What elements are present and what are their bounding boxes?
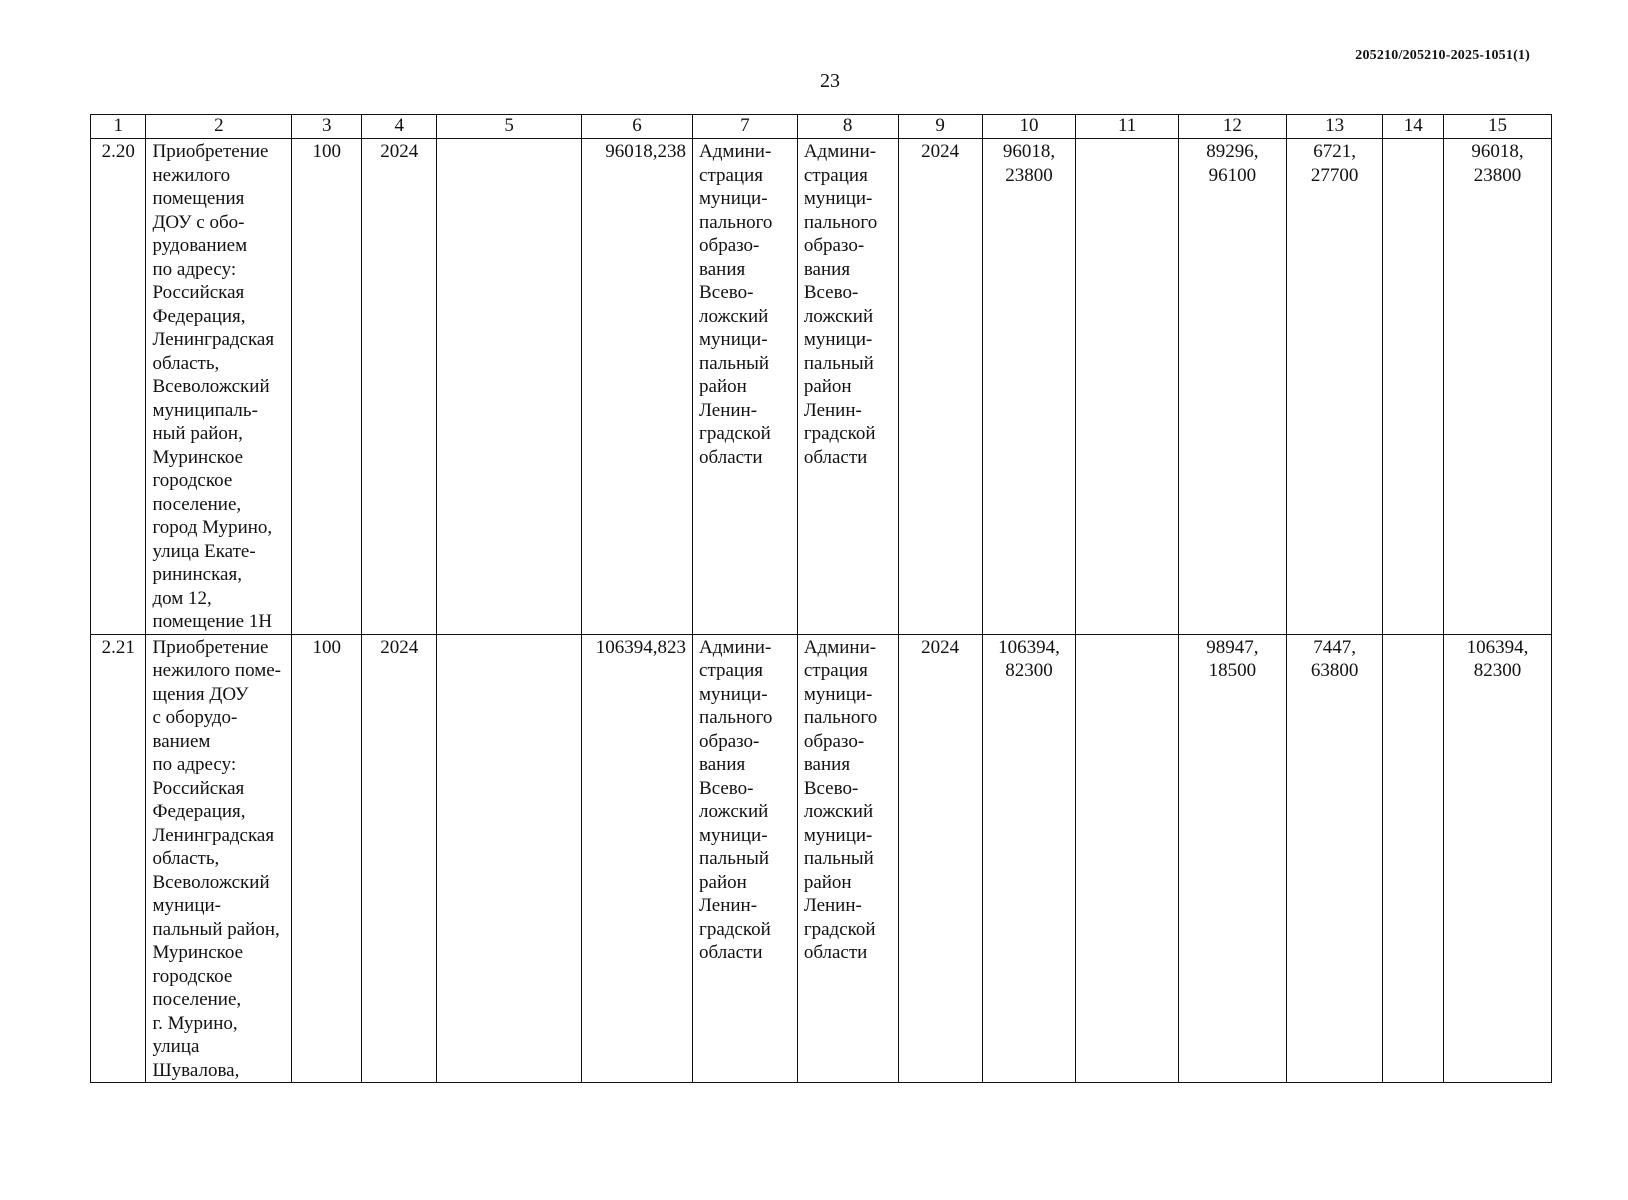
table-cell (437, 139, 582, 635)
column-header: 15 (1444, 115, 1552, 139)
row-number-cell: 2.20 (91, 139, 146, 635)
table-cell: 2024 (362, 634, 437, 1083)
table-cell: 2024 (898, 634, 982, 1083)
developer-cell: Админи- страция муници- пального образо- вания Всево- ложский муници- пальный район Ленин- градской области (797, 634, 898, 1083)
table-cell: 100 (292, 634, 362, 1083)
amount-cell: 106394, 82300 (982, 634, 1075, 1083)
table-cell (437, 634, 582, 1083)
column-header: 7 (693, 115, 798, 139)
amount-cell (1383, 634, 1444, 1083)
page-number: 23 (820, 70, 840, 92)
column-header: 8 (797, 115, 898, 139)
column-header: 10 (982, 115, 1075, 139)
column-header: 13 (1286, 115, 1383, 139)
amount-cell: 98947, 18500 (1178, 634, 1286, 1083)
table-row (91, 634, 1552, 1083)
amount-cell: 106394,823 (582, 634, 693, 1083)
data-table (90, 114, 1552, 1083)
amount-cell: 6721, 27700 (1286, 139, 1383, 635)
column-header: 12 (1178, 115, 1286, 139)
customer-cell: Админи- страция муници- пального образо- вания Всево- ложский муници- пальный район Ленин- градской области (693, 139, 798, 635)
row-number-cell: 2.21 (91, 634, 146, 1083)
table-cell: 2024 (362, 139, 437, 635)
column-header: 6 (582, 115, 693, 139)
document-code: 205210/205210-2025-1051(1) (1355, 48, 1530, 63)
column-header: 1 (91, 115, 146, 139)
amount-cell: 96018,238 (582, 139, 693, 635)
column-header: 2 (146, 115, 292, 139)
column-header: 9 (898, 115, 982, 139)
amount-cell: 89296, 96100 (1178, 139, 1286, 635)
amount-cell: 106394, 82300 (1444, 634, 1552, 1083)
object-description-cell: Приобретение нежилого поме- щения ДОУ с оборудо- ванием по адресу: Российская Федерация, Ленинградская область, Всеволожский муници- пальный район, Муринское городское поселение, г. Мурино, улица Шувалова, (146, 634, 292, 1083)
table-cell: 100 (292, 139, 362, 635)
amount-cell: 7447, 63800 (1286, 634, 1383, 1083)
object-description-cell: Приобретение нежилого помещения ДОУ с обо- рудованием по адресу: Российская Федерация, Ленинградская область, Всеволожский муниципаль- ный район, Муринское городское поселение, город Мурино, улица Екате- рининская, дом 12, помещение 1Н (146, 139, 292, 635)
table-cell: 2024 (898, 139, 982, 635)
column-header: 5 (437, 115, 582, 139)
column-header: 14 (1383, 115, 1444, 139)
amount-cell: 96018, 23800 (982, 139, 1075, 635)
table-row (91, 139, 1552, 635)
column-header: 4 (362, 115, 437, 139)
customer-cell: Админи- страция муници- пального образо- вания Всево- ложский муници- пальный район Ленин- градской области (693, 634, 798, 1083)
amount-cell (1076, 634, 1179, 1083)
column-header-row (91, 115, 1552, 139)
amount-cell: 96018, 23800 (1444, 139, 1552, 635)
amount-cell (1383, 139, 1444, 635)
column-header: 11 (1076, 115, 1179, 139)
developer-cell: Админи- страция муници- пального образо- вания Всево- ложский муници- пальный район Ленин- градской области (797, 139, 898, 635)
column-header: 3 (292, 115, 362, 139)
amount-cell (1076, 139, 1179, 635)
